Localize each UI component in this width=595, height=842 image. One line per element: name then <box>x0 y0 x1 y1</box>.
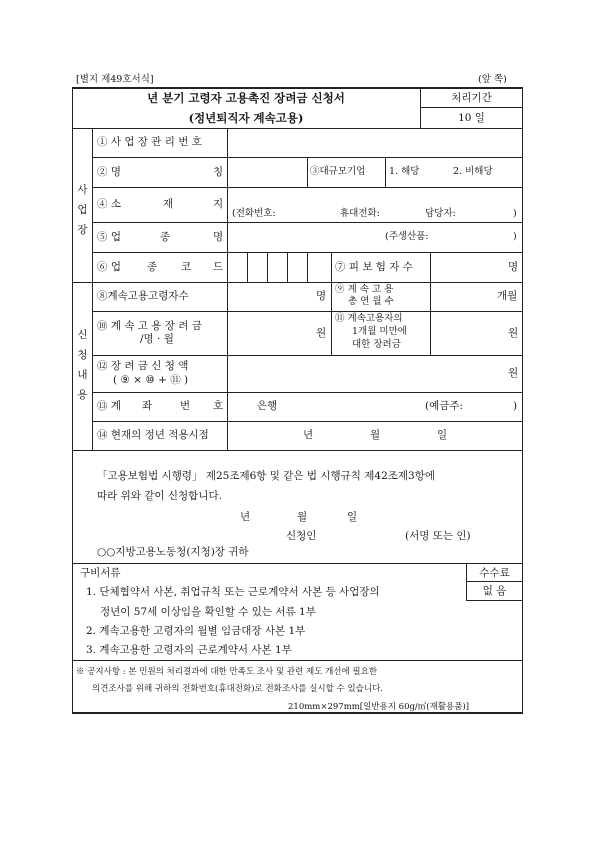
document-item-1a: 1. 단체협약서 사본, 취업규칙 또는 근로계약서 사본 등 사업장의 <box>86 586 380 598</box>
applicant-label: 신청인 <box>286 530 317 542</box>
fee-value: 없 음 <box>482 585 507 597</box>
industry-code-label-mid: 종 <box>147 261 158 273</box>
document-item-1b: 정년이 57세 이상임을 확인할 수 있는 서류 1부 <box>100 606 316 618</box>
declaration-month: 월 <box>297 511 308 523</box>
industry-code-box-1[interactable] <box>228 253 247 282</box>
document-item-2: 2. 계속고용한 고령자의 월별 임금대장 사본 1부 <box>86 625 306 637</box>
form-subtitle: (정년퇴직자 계속고용) <box>188 111 304 125</box>
main-product-label: (주생산품: <box>385 231 429 242</box>
document-item-3: 3. 계속고용한 고령자의 근로계약서 사본 1부 <box>86 644 292 656</box>
name-label-end: 칭 <box>213 166 224 178</box>
section-business-label: 사업장 <box>77 184 88 236</box>
industry-label-mid: 종 <box>160 231 171 243</box>
bank-label: 은행 <box>257 400 278 412</box>
page-side: (앞 쪽) <box>478 74 507 85</box>
account-label: ⑬ 계 <box>97 400 121 412</box>
elderly-count-label: ⑧계속고용고령자수 <box>97 290 189 302</box>
total-months-unit: 개월 <box>497 290 518 302</box>
total-months-label-2: 총 연 월 수 <box>348 296 394 307</box>
industry-code-label-mid2: 코 <box>181 261 192 273</box>
insured-count-label: ⑦ 피 보 험 자 수 <box>335 261 413 273</box>
industry-code-label: ⑥ 업 <box>97 261 121 273</box>
form-number: [별지 제49호서식] <box>76 74 154 85</box>
subsidy-label-2: /명 · 월 <box>140 333 174 345</box>
processing-period-value: 10 일 <box>458 112 485 124</box>
section-request-label: 신청내용 <box>77 329 88 401</box>
fee-label: 수수료 <box>479 567 510 579</box>
account-label-mid2: 번 <box>180 400 191 412</box>
depositor-label: (예금주: <box>425 400 464 412</box>
declaration-day: 일 <box>347 511 358 523</box>
signature-label[interactable]: (서명 또는 인) <box>405 530 471 542</box>
mgmt-number-label: ① 사 업 장 관 리 번 호 <box>97 136 202 148</box>
documents-label: 구비서류 <box>80 567 121 579</box>
processing-period-label: 처리기간 <box>451 92 492 104</box>
request-amount-unit: 원 <box>508 367 519 379</box>
addressee: ○○지방고용노동청(지청)장 귀하 <box>97 546 249 558</box>
subsidy-label-1: ⑩ 계 속 고 용 장 려 금 <box>97 320 202 332</box>
notice-line-2: 의견조사를 위해 귀하의 전화번호(휴대전화)로 전화조사를 실시할 수 있습니다. <box>92 684 384 694</box>
name-label: ② 명 <box>97 166 121 178</box>
retire-day: 일 <box>437 429 448 441</box>
form-title: 년 분기 고령자 고용촉진 장려금 신청서 <box>147 91 345 105</box>
request-amount-label-1: ⑫ 장 려 금 신 청 액 <box>97 360 189 372</box>
subsidy-unit: 원 <box>316 327 327 339</box>
address-label-end: 지 <box>213 198 224 210</box>
declaration-text-2: 따라 위와 같이 신청합니다. <box>97 490 222 502</box>
product-close-paren: ) <box>513 231 517 242</box>
industry-code-box-2[interactable] <box>248 253 267 282</box>
industry-label-end: 명 <box>213 231 224 243</box>
retire-year: 년 <box>303 429 314 441</box>
elderly-count-unit: 명 <box>316 290 327 302</box>
sme-option-no[interactable]: 2. 비해당 <box>453 166 493 177</box>
retire-month: 월 <box>370 429 381 441</box>
total-months-label-1: ⑨ 계 속 고 용 <box>335 284 394 295</box>
request-amount-label-2: ( ⑨ × ⑩ + ⑪ ) <box>113 374 189 386</box>
name-field[interactable] <box>228 158 307 187</box>
under-month-unit: 원 <box>508 327 519 339</box>
retire-point-label: ⑭ 현재의 정년 적용시점 <box>97 429 209 441</box>
address-label-mid: 재 <box>163 198 174 210</box>
declaration-text-1: 「고용보험법 시행령」 제25조제6항 및 같은 법 시행규칙 제42조제3항에 <box>97 470 436 482</box>
account-label-end: 호 <box>213 400 224 412</box>
account-label-mid: 좌 <box>142 400 153 412</box>
paper-spec: 210mm×297mm[일반용지 60g/㎡(재활용품)] <box>288 702 470 712</box>
notice-line-1: ※ 공지사항 : 본 민원의 처리결과에 대한 만족도 조사 및 관련 제도 개선에 필요한 <box>76 667 378 677</box>
industry-code-label-end: 드 <box>213 261 224 273</box>
contact-label: 담당자: <box>425 208 456 219</box>
industry-code-box-3[interactable] <box>268 253 287 282</box>
depositor-close-paren: ) <box>513 400 518 412</box>
mgmt-number-field[interactable] <box>228 129 522 157</box>
sme-option-yes[interactable]: 1. 해당 <box>389 166 420 177</box>
declaration-year: 년 <box>240 511 251 523</box>
insured-count-unit: 명 <box>508 261 519 273</box>
industry-label: ⑤ 업 <box>97 231 121 243</box>
sme-label: ③대규모기업 <box>310 166 366 177</box>
under-month-label-3: 대한 장려금 <box>352 339 401 350</box>
mobile-label: 휴대전화: <box>340 208 380 219</box>
under-month-label-1: ⑪ 계속고용자의 <box>335 313 403 324</box>
under-month-label-2: 1개월 미만에 <box>352 326 407 337</box>
industry-code-box-4[interactable] <box>288 253 307 282</box>
address-label: ④ 소 <box>97 198 121 210</box>
phone-label: (전화번호: <box>232 208 276 219</box>
address-close-paren: ) <box>513 208 517 219</box>
